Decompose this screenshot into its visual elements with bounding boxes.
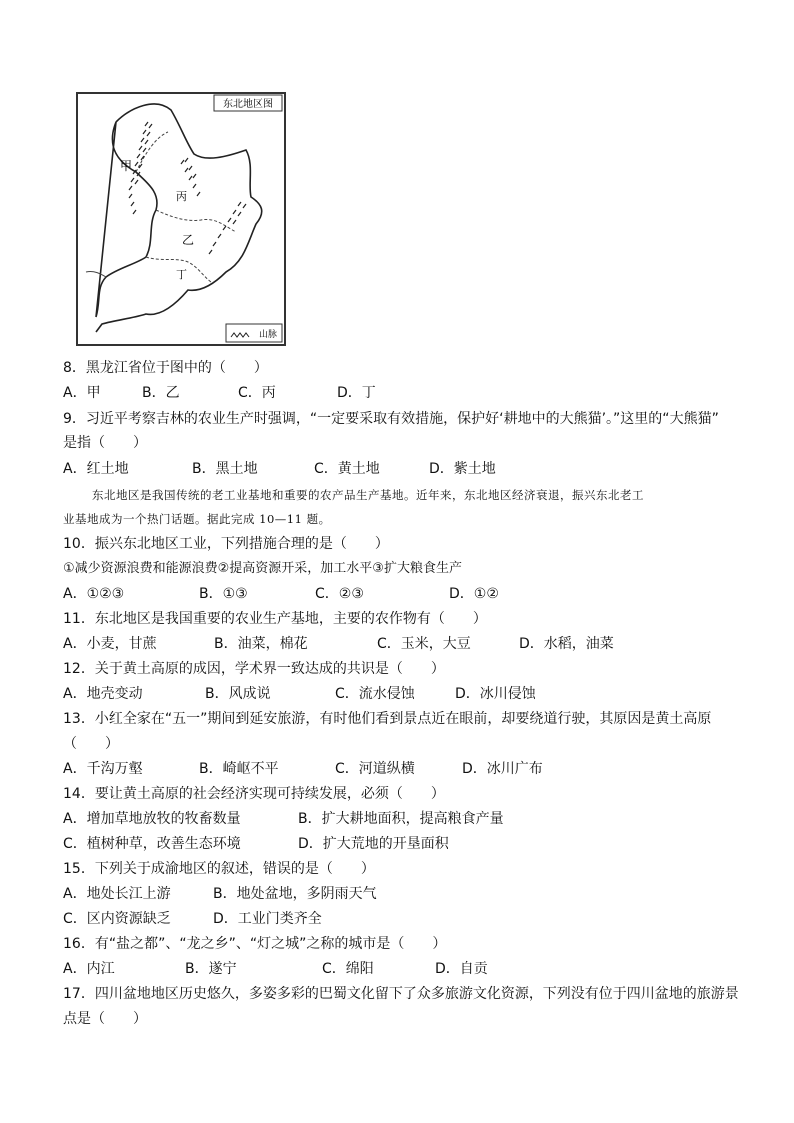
q15-options-row2 <box>63 910 743 928</box>
label-yi: 乙 <box>182 233 195 247</box>
q15-option-b[interactable]: B．地处盆地，多阴雨天气 <box>213 886 377 902</box>
q9-option-c[interactable]: C．黄土地 <box>314 461 380 477</box>
q12-stem: 12．关于黄土高原的成因，学术界一致达成的共识是（ ） <box>63 661 445 677</box>
q10-option-d[interactable]: D．①② <box>449 586 499 602</box>
q15-option-c[interactable]: C．区内资源缺乏 <box>63 911 171 927</box>
q15-stem: 15．下列关于成渝地区的叙述，错误的是（ ） <box>63 861 375 877</box>
q9-option-b[interactable]: B．黑土地 <box>192 461 258 477</box>
q8-option-a[interactable]: A．甲 <box>63 385 101 401</box>
q14-options-row1 <box>63 810 743 828</box>
q9-option-a[interactable]: A．红土地 <box>63 461 129 477</box>
q13-option-a[interactable]: A．千沟万壑 <box>63 761 143 777</box>
q11-option-a[interactable]: A．小麦，甘蔗 <box>63 636 157 652</box>
q10-stem: 10．振兴东北地区工业，下列措施合理的是（ ） <box>63 536 389 552</box>
q14-stem: 14．要让黄土高原的社会经济实现可持续发展，必须（ ） <box>63 786 445 802</box>
q8-option-c[interactable]: C．丙 <box>238 385 276 401</box>
label-jia: 甲 <box>120 159 133 173</box>
q9-stem-line1: 9．习近平考察吉林的农业生产时强调，“一定要采取有效措施，保护好‘耕地中的大熊猫’。”这里的“大熊猫” <box>63 411 719 427</box>
q16-option-b[interactable]: B．遂宁 <box>185 961 237 977</box>
q10-option-c[interactable]: C．②③ <box>315 586 364 602</box>
passage-line1: 东北地区是我国传统的老工业基地和重要的农产品生产基地。近年来，东北地区经济衰退，振兴东北老工 <box>92 488 644 502</box>
q16-option-d[interactable]: D．自贡 <box>435 961 488 977</box>
q10-option-b[interactable]: B．①③ <box>199 586 248 602</box>
q10-sub: ①减少资源浪费和能源浪费②提高资源开采，加工水平③扩大粮食生产 <box>63 561 462 576</box>
q13-options <box>63 760 743 778</box>
q8-option-b[interactable]: B．乙 <box>142 385 180 401</box>
q12-option-a[interactable]: A．地壳变动 <box>63 686 143 702</box>
q14-option-a[interactable]: A．增加草地放牧的牧畜数量 <box>63 811 241 827</box>
q17-stem-line1: 17．四川盆地地区历史悠久，多姿多彩的巴蜀文化留下了众多旅游文化资源，下列没有位于四川盆地的旅游景 <box>63 986 739 1002</box>
legend-label: 山脉 <box>258 330 278 340</box>
q11-stem: 11．东北地区是我国重要的农业生产基地，主要的农作物有（ ） <box>63 611 487 627</box>
q10-options <box>63 585 743 603</box>
q11-option-b[interactable]: B．油菜，棉花 <box>214 636 308 652</box>
label-ding: 丁 <box>176 268 187 281</box>
q11-options <box>63 635 743 653</box>
q16-options <box>63 960 743 978</box>
q15-options-row1 <box>63 885 743 903</box>
q16-option-a[interactable]: A．内江 <box>63 961 115 977</box>
map-title: 东北地区图 <box>223 99 273 110</box>
q12-option-c[interactable]: C．流水侵蚀 <box>335 686 415 702</box>
q8-stem: 8．黑龙江省位于图中的（ ） <box>63 360 268 376</box>
q13-option-c[interactable]: C．河道纵横 <box>335 761 415 777</box>
q14-option-c[interactable]: C．植树种草，改善生态环境 <box>63 836 241 852</box>
q8-options <box>63 384 743 402</box>
q12-option-b[interactable]: B．风成说 <box>205 686 271 702</box>
label-bing: 丙 <box>176 190 187 203</box>
q11-option-c[interactable]: C．玉米，大豆 <box>377 636 471 652</box>
northeast-map-svg <box>76 92 286 346</box>
passage-line2: 业基地成为一个热门话题。据此完成 10—11 题。 <box>63 512 331 526</box>
q15-option-d[interactable]: D．工业门类齐全 <box>213 911 322 927</box>
q14-options-row2 <box>63 835 743 853</box>
q14-option-d[interactable]: D．扩大荒地的开垦面积 <box>298 836 449 852</box>
q14-option-b[interactable]: B．扩大耕地面积，提高粮食产量 <box>298 811 504 827</box>
q16-option-c[interactable]: C．绵阳 <box>322 961 374 977</box>
q17-stem-line2: 点是（ ） <box>63 1011 147 1027</box>
q11-option-d[interactable]: D．水稻，油菜 <box>519 636 614 652</box>
q16-stem: 16．有“盐之都”、“龙之乡”、“灯之城”之称的城市是（ ） <box>63 936 447 952</box>
northeast-map <box>76 92 286 346</box>
q9-options <box>63 460 743 478</box>
q12-option-d[interactable]: D．冰川侵蚀 <box>455 686 536 702</box>
q13-stem-line1: 13．小红全家在“五一”期间到延安旅游，有时他们看到景点近在眼前，却要绕道行驶，其原因是黄土高原 <box>63 711 712 727</box>
q10-option-a[interactable]: A．①②③ <box>63 586 125 602</box>
q13-stem-line2: （ ） <box>63 736 119 752</box>
q15-option-a[interactable]: A．地处长江上游 <box>63 886 171 902</box>
q8-option-d[interactable]: D．丁 <box>337 385 376 401</box>
q12-options <box>63 685 743 703</box>
q13-option-b[interactable]: B．崎岖不平 <box>199 761 279 777</box>
q13-option-d[interactable]: D．冰川广布 <box>462 761 543 777</box>
q9-stem-line2: 是指（ ） <box>63 435 147 451</box>
q9-option-d[interactable]: D．紫土地 <box>429 461 496 477</box>
